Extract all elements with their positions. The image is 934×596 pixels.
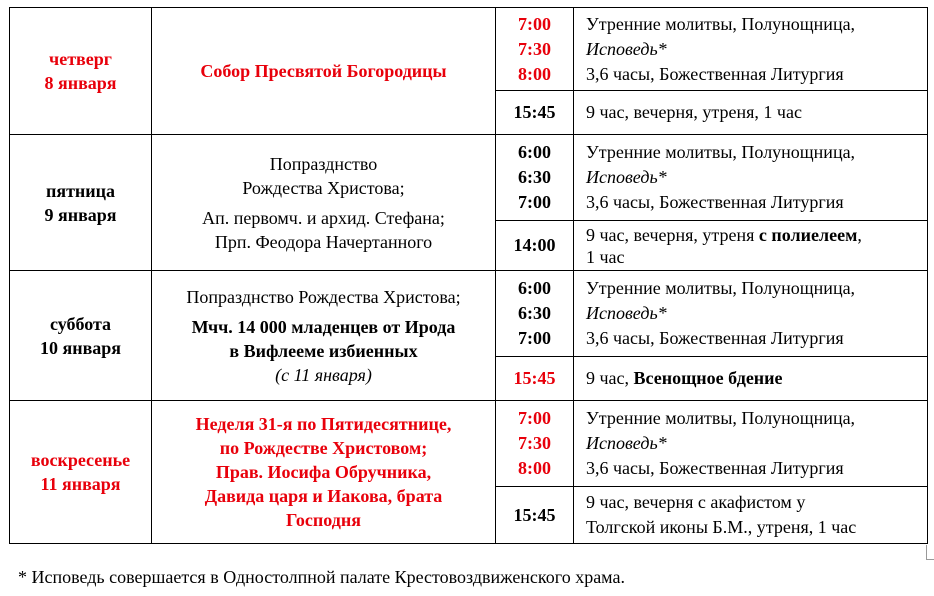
- service-line: Толгской иконы Б.М., утреня, 1 час: [586, 517, 857, 537]
- service-line: Исповедь*: [586, 303, 667, 323]
- time-value: 7:00: [518, 192, 551, 212]
- service-text: ,: [857, 224, 862, 245]
- time-value: 6:00: [518, 142, 551, 162]
- time-value: 7:00: [518, 328, 551, 348]
- evening-time: 14:00: [496, 221, 574, 271]
- service-text: 9 час,: [586, 368, 634, 388]
- service-line: Утренние молитвы, Полунощница,: [586, 13, 856, 34]
- time-value: 6:30: [518, 167, 551, 187]
- service-line: Утренние молитвы, Полунощница,: [586, 278, 856, 298]
- time-value: 7:30: [518, 38, 551, 59]
- evening-time: 15:45: [496, 91, 574, 135]
- schedule-row-sunday-morning: [10, 401, 928, 487]
- service-line: Исповедь*: [586, 433, 667, 453]
- day-cell: [10, 8, 152, 135]
- morning-services: [574, 135, 928, 221]
- evening-time: 15:45: [496, 357, 574, 401]
- morning-times: [496, 8, 574, 91]
- feast-line: (с 11 января): [275, 364, 372, 385]
- service-line: 3,6 часы, Божественная Литургия: [586, 63, 844, 84]
- service-line: 1 час: [586, 246, 625, 267]
- time-value: 7:00: [518, 13, 551, 34]
- time-value: 7:00: [518, 408, 551, 428]
- feast-line: Ап. первомч. и архид. Стефана;: [202, 207, 445, 228]
- time-value: 6:30: [518, 303, 551, 323]
- evening-services: [574, 221, 928, 271]
- date: 9 января: [44, 204, 117, 225]
- morning-times: [496, 271, 574, 357]
- time-value: 6:00: [518, 278, 551, 298]
- day-cell: [10, 135, 152, 271]
- schedule-table: [9, 7, 928, 544]
- morning-times: [496, 135, 574, 221]
- feast-line: в Вифлееме избиенных: [229, 340, 418, 361]
- service-line: Исповедь*: [586, 38, 667, 59]
- weekday: суббота: [49, 313, 112, 334]
- service-line: 3,6 часы, Божественная Литургия: [586, 458, 844, 478]
- service-line: 3,6 часы, Божественная Литургия: [586, 192, 844, 212]
- footnote: * Исповедь совершается в Одностолпной палате Крестовоздвиженского храма.: [18, 567, 625, 587]
- feast-line: Господня: [286, 510, 361, 530]
- feast-line: Прп. Феодора Начертанного: [214, 231, 433, 252]
- time-value: 8:00: [518, 63, 551, 84]
- schedule-row-friday-morning: [10, 135, 928, 221]
- feast-cell: [152, 135, 496, 271]
- morning-services: [574, 271, 928, 357]
- feast-line: Мчч. 14 000 младенцев от Ирода: [191, 316, 456, 337]
- evening-time: 15:45: [496, 487, 574, 544]
- feast-cell: [152, 401, 496, 544]
- feast-cell: [152, 271, 496, 401]
- feast-line: Рождества Христова;: [242, 177, 405, 198]
- service-line: 9 час, вечерня, утреня, 1 час: [586, 102, 802, 122]
- day-cell: [10, 271, 152, 401]
- evening-services: [574, 357, 928, 401]
- feast-line: Давида царя и Иакова, брата: [204, 486, 443, 506]
- feast-line: Попразднство Рождества Христова;: [186, 286, 461, 307]
- weekday: пятница: [45, 180, 116, 201]
- feast-cell: [152, 8, 496, 135]
- service-line: 3,6 часы, Божественная Литургия: [586, 328, 844, 348]
- service-line: [586, 224, 927, 246]
- schedule-row-thursday-morning: [10, 8, 928, 91]
- feast-line: Собор Пресвятой Богородицы: [200, 61, 447, 81]
- service-line: Исповедь*: [586, 167, 667, 187]
- feast-line: Прав. Иосифа Обручника,: [215, 462, 432, 482]
- schedule-row-saturday-morning: [10, 271, 928, 357]
- date: 8 января: [44, 73, 117, 93]
- weekday: четверг: [49, 49, 112, 69]
- service-emphasis: с полиелеем: [758, 224, 858, 245]
- morning-times: [496, 401, 574, 487]
- time-value: 7:30: [518, 433, 551, 453]
- service-text: 9 час, вечерня, утреня: [586, 224, 759, 245]
- weekday: воскресенье: [30, 450, 131, 470]
- feast-line: Попразднство: [269, 153, 378, 174]
- evening-services: [574, 487, 928, 544]
- morning-services: [574, 401, 928, 487]
- feast-line: по Рождестве Христовом;: [219, 438, 428, 458]
- date: 11 января: [40, 474, 121, 494]
- paragraph-corner-mark: [926, 545, 934, 560]
- service-line: Утренние молитвы, Полунощница,: [586, 408, 856, 428]
- date: 10 января: [39, 337, 122, 358]
- evening-services: [574, 91, 928, 135]
- feast-line: Неделя 31-я по Пятидесятнице,: [195, 414, 452, 434]
- service-line: 9 час, вечерня с акафистом у: [586, 492, 806, 512]
- service-line: Утренние молитвы, Полунощница,: [586, 142, 856, 162]
- service-emphasis: Всенощное бдение: [633, 368, 783, 388]
- morning-services: [574, 8, 928, 91]
- day-cell: [10, 401, 152, 544]
- time-value: 8:00: [518, 458, 551, 478]
- service-line: [586, 366, 927, 391]
